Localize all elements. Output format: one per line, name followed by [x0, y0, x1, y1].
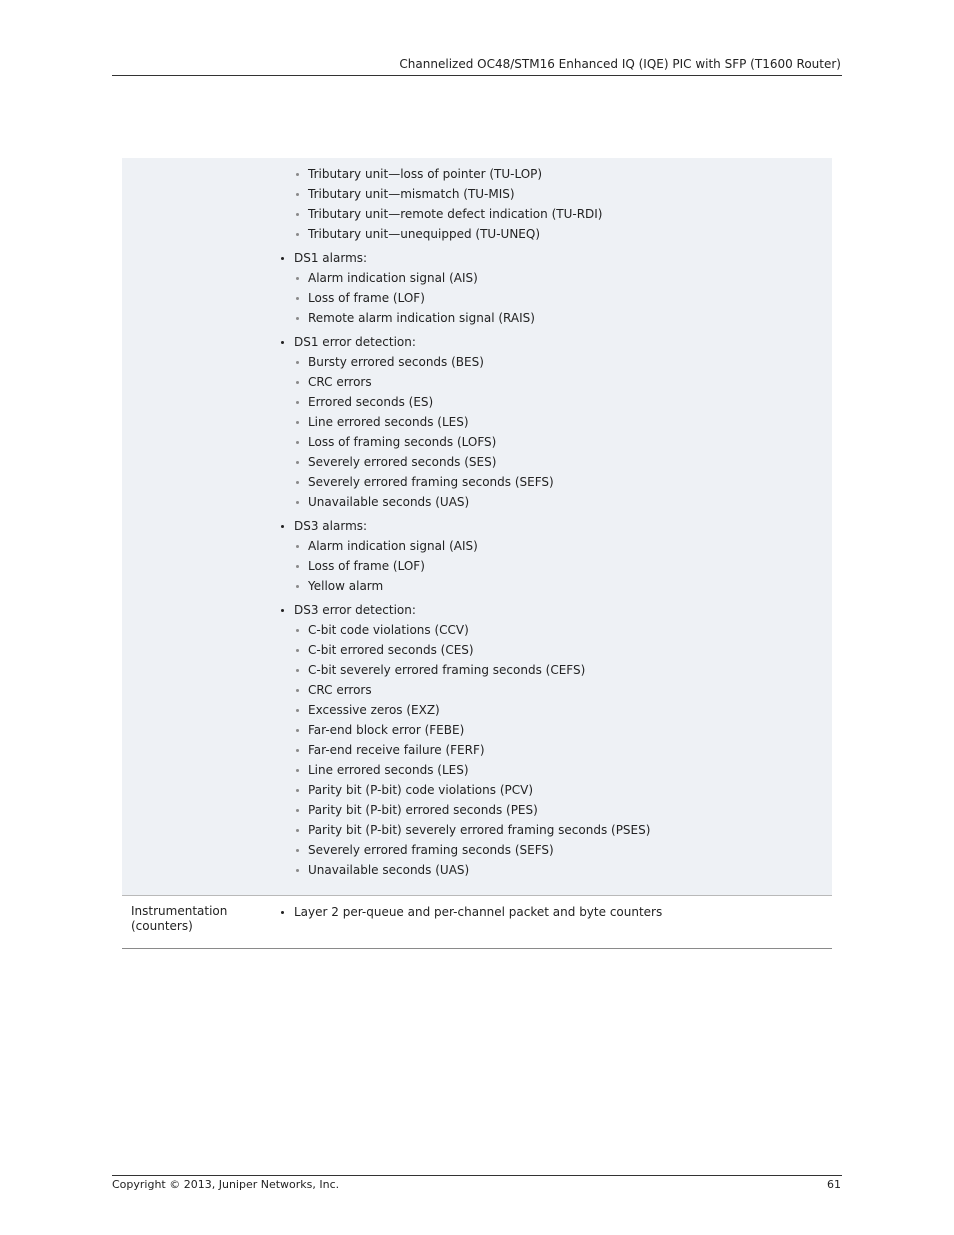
list-item: Parity bit (P-bit) code violations (PCV) — [294, 780, 822, 800]
instrumentation-label: Instrumentation (counters) — [131, 904, 228, 933]
list-item: Layer 2 per-queue and per-channel packet and byte counters — [280, 902, 822, 922]
list-item: Bursty errored seconds (BES) — [294, 352, 822, 372]
list-item: Severely errored seconds (SES) — [294, 452, 822, 472]
list-item: Line errored seconds (LES) — [294, 412, 822, 432]
list-item: C-bit errored seconds (CES) — [294, 640, 822, 660]
list-item: Far-end receive failure (FERF) — [294, 740, 822, 760]
list-item: Unavailable seconds (UAS) — [294, 860, 822, 880]
list-item: Excessive zeros (EXZ) — [294, 700, 822, 720]
group-ds1-error-detection — [280, 332, 822, 512]
list-item: CRC errors — [294, 372, 822, 392]
group-ds1-alarms — [280, 248, 822, 328]
list-item: Severely errored framing seconds (SEFS) — [294, 840, 822, 860]
list-item: Tributary unit—unequipped (TU-UNEQ) — [294, 224, 822, 244]
header-divider — [112, 75, 842, 76]
group-ds3-alarms — [280, 516, 822, 596]
list-item: Alarm indication signal (AIS) — [294, 268, 822, 288]
list-item: Errored seconds (ES) — [294, 392, 822, 412]
list-item: Line errored seconds (LES) — [294, 760, 822, 780]
list-item: CRC errors — [294, 680, 822, 700]
list-item: Unavailable seconds (UAS) — [294, 492, 822, 512]
list-item: Alarm indication signal (AIS) — [294, 536, 822, 556]
alarms-cell — [280, 164, 822, 880]
alarm-groups-list — [280, 248, 822, 880]
list-item: Severely errored framing seconds (SEFS) — [294, 472, 822, 492]
list-item: C-bit severely errored framing seconds (CEFS) — [294, 660, 822, 680]
list-item: C-bit code violations (CCV) — [294, 620, 822, 640]
list-item: Far-end block error (FEBE) — [294, 720, 822, 740]
list-item: Remote alarm indication signal (RAIS) — [294, 308, 822, 328]
list-item: Yellow alarm — [294, 576, 822, 596]
list-item: Parity bit (P-bit) errored seconds (PES) — [294, 800, 822, 820]
list-item: Tributary unit—mismatch (TU-MIS) — [294, 184, 822, 204]
list-item: Parity bit (P-bit) severely errored framing seconds (PSES) — [294, 820, 822, 840]
list-item: Loss of framing seconds (LOFS) — [294, 432, 822, 452]
footer-divider — [112, 1175, 842, 1176]
page-number: 61 — [827, 1178, 841, 1191]
page-header-title: Channelized OC48/STM16 Enhanced IQ (IQE) PIC with SFP (T1600 Router) — [399, 57, 841, 71]
spec-table — [122, 158, 832, 949]
list-item: Loss of frame (LOF) — [294, 288, 822, 308]
alarms-row — [122, 158, 832, 896]
instrumentation-cell — [280, 902, 822, 922]
continued-list — [294, 164, 822, 244]
group-label: DS1 alarms: — [294, 251, 368, 265]
list-item: Tributary unit—remote defect indication (TU-RDI) — [294, 204, 822, 224]
list-item: Tributary unit—loss of pointer (TU-LOP) — [294, 164, 822, 184]
group-label: DS3 error detection: — [294, 603, 416, 617]
group-label: DS1 error detection: — [294, 335, 416, 349]
group-label: DS3 alarms: — [294, 519, 368, 533]
list-item: Loss of frame (LOF) — [294, 556, 822, 576]
group-ds3-error-detection — [280, 600, 822, 880]
instrumentation-row — [122, 896, 832, 949]
footer-copyright: Copyright © 2013, Juniper Networks, Inc. — [112, 1178, 340, 1191]
